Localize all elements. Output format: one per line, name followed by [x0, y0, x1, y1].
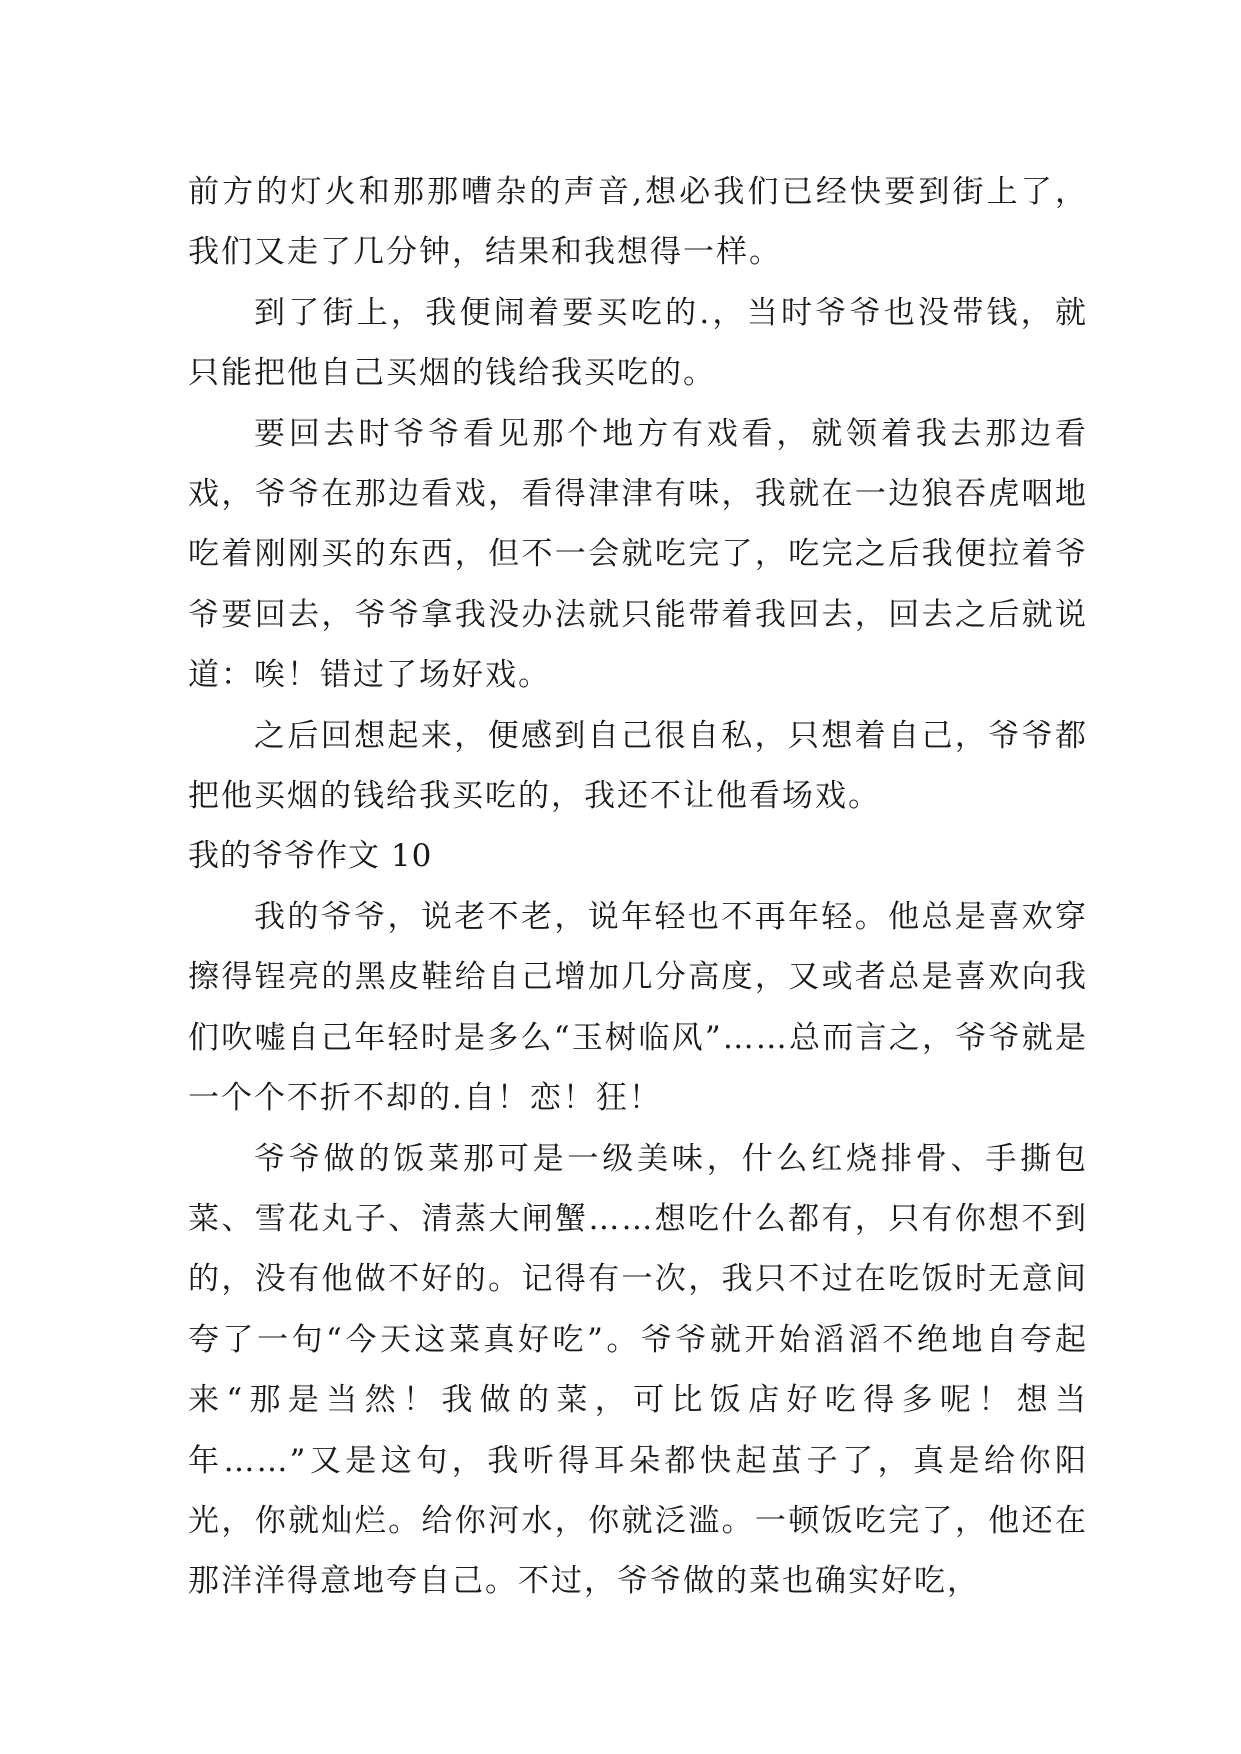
document-body — [188, 162, 1088, 1612]
section-title: 我的爷爷作文 10 — [188, 838, 433, 875]
paragraph-3: 要回去时爷爷看见那个地方有戏看，就领着我去那边看戏，爷爷在那边看戏，看得津津有味，我就在一边狼吞虎咽地吃着刚刚买的东西，但不一会就吃完了，吃完之后我便拉着爷爷要回去，爷爷拿我没办法就只能带着我回去，回去之后就说道：唉！错过了场好戏。 — [188, 415, 1088, 694]
paragraph-1: 前方的灯火和那那嘈杂的声音,想必我们已经快要到街上了，我们又走了几分钟，结果和我想得一样。 — [188, 174, 1088, 271]
paragraph-2: 到了街上，我便闹着要买吃的.，当时爷爷也没带钱，就只能把他自己买烟的钱给我买吃的。 — [188, 294, 1088, 392]
section-paragraph-2: 爷爷做的饭菜那可是一级美味，什么红烧排骨、手撕包菜、雪花丸子、清蒸大闸蟹……想吃什么都有，只有你想不到的，没有他做不好的。记得有一次，我只不过在吃饭时无意间夸了一句“今天这菜真好吃”。爷爷就开始滔滔不绝地自夸起来“那是当然！我做的菜，可比饭店好吃得多呢！想当年……”又是这句，我听得耳朵都快起茧子了，真是给你阳光，你就灿烂。给你河水，你就泛滥。一顿饭吃完了，他还在那洋洋得意地夸自己。不过，爷爷做的菜也确实好吃， — [188, 1140, 1088, 1600]
section-paragraph-1: 我的爷爷，说老不老，说年轻也不再年轻。他总是喜欢穿擦得锃亮的黑皮鞋给自己增加几分高度，又或者总是喜欢向我们吹嘘自己年轻时是多么“玉树临风”……总而言之，爷爷就是一个个不折不却的.自！恋！狂！ — [188, 898, 1088, 1117]
paragraph-4: 之后回想起来，便感到自己很自私，只想着自己，爷爷都把他买烟的钱给我买吃的，我还不让他看场戏。 — [188, 717, 1088, 815]
